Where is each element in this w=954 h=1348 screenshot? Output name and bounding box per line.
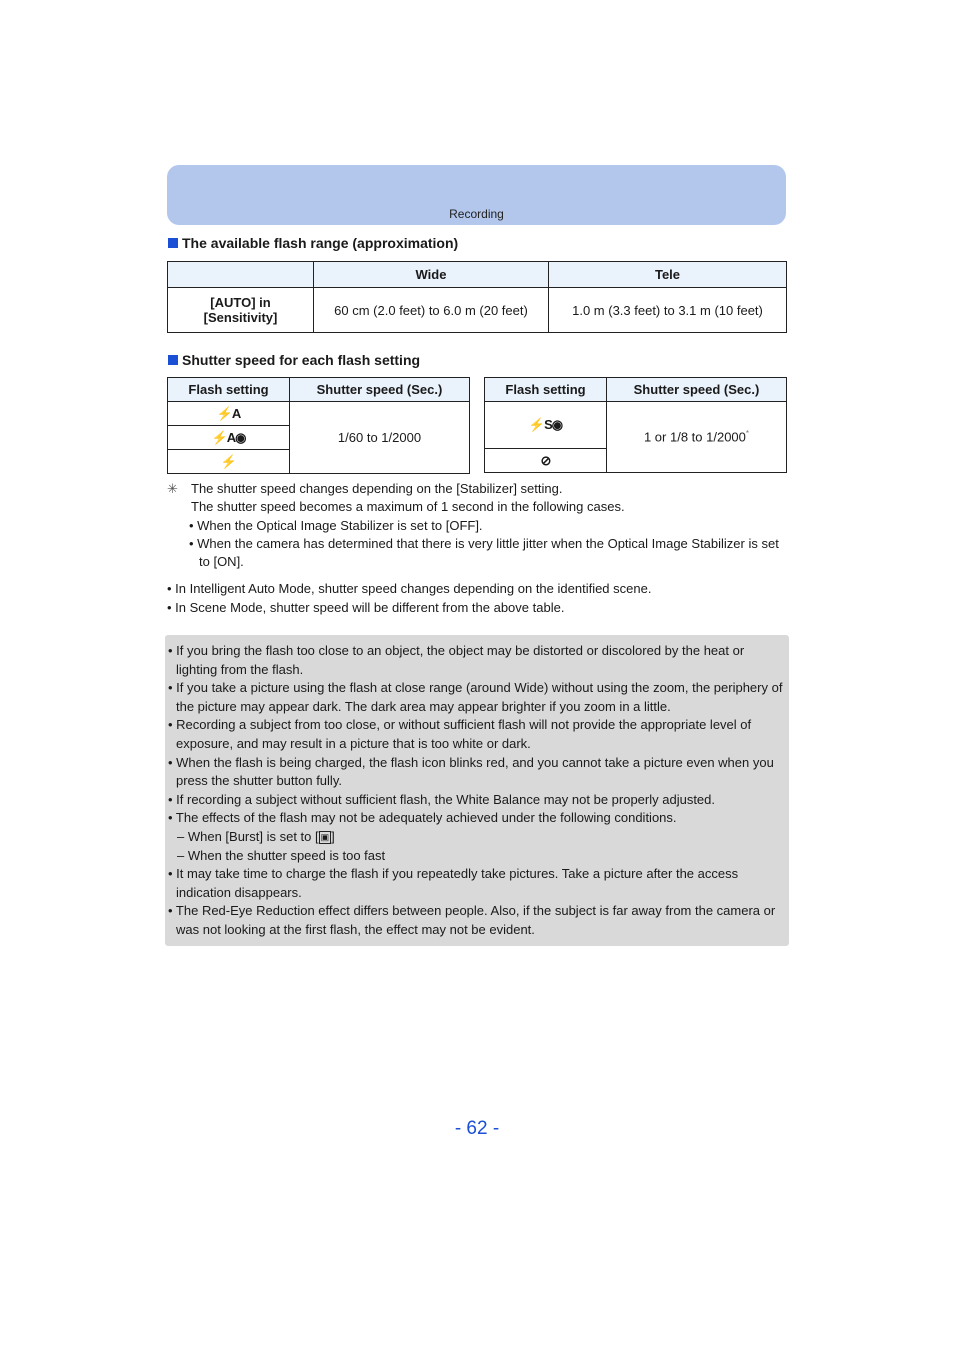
col-shutter-speed: Shutter speed (Sec.) [290, 378, 470, 402]
list-item: • In Scene Mode, shutter speed will be different from the above table. [167, 600, 565, 615]
table-header-row [168, 262, 787, 288]
flash-range-heading-text: The available flash range (approximation) [182, 235, 459, 251]
flash-range-heading [168, 235, 458, 251]
condition-fast-shutter: – When the shutter speed is too fast [177, 847, 386, 863]
condition-burst [167, 828, 785, 847]
footnote-block [167, 480, 787, 571]
col-flash-setting: Flash setting [485, 378, 607, 402]
square-bullet-icon [168, 238, 178, 248]
square-bullet-icon [168, 355, 178, 365]
footnote-line: The shutter speed changes depending on the [Stabilizer] setting. [191, 481, 563, 496]
list-item: • If recording a subject without sufficient flash, the White Balance may not be properly adjusted. [168, 791, 715, 807]
bullet-list [167, 579, 787, 617]
notes-box [165, 635, 789, 946]
tele-value: 1.0 m (3.3 feet) to 3.1 m (10 feet) [549, 288, 787, 333]
table-row [168, 402, 470, 426]
shutter-table-left [167, 377, 470, 474]
col-flash-setting: Flash setting [168, 378, 290, 402]
footnote-case: • When the camera has determined that there is very little jitter when the Optical Image Stabilizer is set to [ON]. [189, 535, 779, 570]
flash-forced-on-icon: ⚡ [168, 450, 290, 474]
list-item: • When the flash is being charged, the flash icon blinks red, and you cannot take a picture even when you press the shutter button fully. [168, 754, 774, 789]
list-item: • If you bring the flash too close to an object, the object may be distorted or discolored by the heat or lighting from the flash. [168, 643, 745, 677]
shutter-speed-value [607, 402, 787, 473]
flash-auto-redeye-icon: ⚡A◉ [168, 426, 290, 450]
table-header-tele: Tele [549, 262, 787, 288]
list-item: • The effects of the flash may not be adequately achieved under the following conditions. [168, 810, 677, 826]
section-header-band [167, 165, 786, 225]
table-header-row [168, 378, 470, 402]
page-number: - 62 - [454, 1118, 500, 1139]
condition-burst-text: – When [Burst] is set to [ [177, 828, 319, 844]
table-row [168, 288, 787, 333]
shutter-heading-text: Shutter speed for each flash setting [182, 352, 421, 368]
shutter-speed-value: 1/60 to 1/2000 [290, 402, 470, 474]
shutter-speed-text: 1 or 1/8 to 1/2000 [643, 429, 746, 445]
shutter-heading [168, 352, 420, 368]
table-header-wide: Wide [314, 262, 549, 288]
footnote-case: • When the Optical Image Stabilizer is set to [OFF]. [189, 517, 483, 533]
table-header-row [485, 378, 787, 402]
condition-burst-suffix: ] [331, 828, 335, 844]
list-item: • It may take time to charge the flash if you repeatedly take pictures. Take a picture after the access indication disappears. [168, 866, 739, 900]
list-item: • In Intelligent Auto Mode, shutter speed changes depending on the identified scene. [167, 581, 652, 596]
col-shutter-speed: Shutter speed (Sec.) [607, 378, 787, 402]
wide-value: 60 cm (2.0 feet) to 6.0 m (20 feet) [314, 288, 549, 333]
burst-icon: ▣ [320, 832, 330, 842]
row-label: [AUTO] in [Sensitivity] [168, 288, 314, 333]
section-label: Recording [449, 207, 504, 221]
flash-slow-sync-redeye-icon: ⚡S◉ [485, 402, 607, 449]
list-item: • The Red-Eye Reduction effect differs between people. Also, if the subject is far away from the camera or was not looking at the first flash, the effect may not be evident. [168, 903, 776, 937]
list-item: • Recording a subject from too close, or without sufficient flash will not provide the appropriate level of exposure, and may result in a picture that is too white or dark. [168, 717, 752, 751]
flash-range-table [167, 261, 787, 333]
asterisk-icon: ✳ [167, 481, 178, 496]
footnote-mark: * [745, 429, 750, 439]
table-header-empty [168, 262, 314, 288]
list-item: • If you take a picture using the flash at close range (around Wide) without using the zoom, the periphery of the picture may appear dark. The dark area may appear brighter if you zoom in a little. [168, 680, 783, 714]
flash-off-icon: ⊘ [485, 449, 607, 473]
footnote-line: The shutter speed becomes a maximum of 1 second in the following cases. [191, 499, 625, 515]
table-row [485, 402, 787, 449]
shutter-table-right [484, 377, 787, 473]
flash-auto-icon: ⚡A [168, 402, 290, 426]
